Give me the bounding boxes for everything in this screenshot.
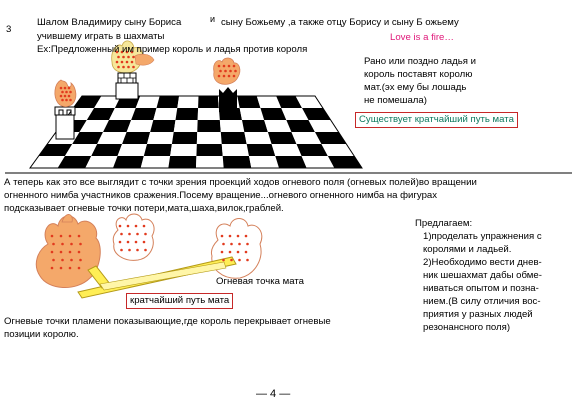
love-text: Love is a fire… xyxy=(390,32,454,43)
board-square xyxy=(168,156,196,168)
fire-dot xyxy=(69,235,72,238)
board-square xyxy=(220,120,245,132)
board-square xyxy=(153,108,177,120)
board-square xyxy=(170,144,197,156)
fire-dot xyxy=(237,251,240,254)
fire-dot xyxy=(52,243,55,246)
board-square xyxy=(144,144,172,156)
fire-dot xyxy=(78,267,81,270)
fire-dot xyxy=(136,249,139,252)
fire-dot xyxy=(64,95,67,98)
dedication-conjunction: и xyxy=(210,14,216,24)
note-line: не помешала) xyxy=(364,95,427,106)
fire-dot xyxy=(223,65,226,68)
fire-dot xyxy=(127,241,130,244)
board-square xyxy=(177,96,198,108)
fire-dot xyxy=(233,65,236,68)
fire-dot xyxy=(228,65,231,68)
fire-dot xyxy=(69,99,72,102)
fire-dot xyxy=(61,259,64,262)
fire-dot xyxy=(68,87,71,90)
fire-dot xyxy=(143,225,146,228)
dedication-line-2: учившему играть в шахматы xyxy=(37,31,165,42)
paragraph-line: подсказывает огневые точки потери,мата,шаха,вилок,граблей. xyxy=(4,203,284,214)
fire-dot xyxy=(222,243,225,246)
fire-dot xyxy=(119,225,122,228)
proposal-line: ник шешахмат дабы обме- xyxy=(423,270,542,281)
fire-dot xyxy=(136,233,139,236)
fire-dot xyxy=(117,66,120,69)
board-square xyxy=(237,96,260,108)
proposal-line: королями и ладьей. xyxy=(423,244,512,255)
chessboard xyxy=(30,96,362,168)
page-number: 3 xyxy=(6,24,12,35)
board-square xyxy=(197,120,221,132)
board-square xyxy=(198,96,219,108)
fire-dot xyxy=(245,235,248,238)
fire-dot xyxy=(238,243,241,246)
fire-dot xyxy=(127,66,130,69)
fire-beams xyxy=(78,257,236,298)
fire-dot xyxy=(78,251,81,254)
board-square xyxy=(147,132,174,144)
board-square xyxy=(275,156,306,168)
board-square xyxy=(196,144,222,156)
fire-dot xyxy=(229,70,232,73)
fire-dot xyxy=(223,75,226,78)
fire-dot xyxy=(117,56,120,59)
note-line: мат.(эх ему бы лошадь xyxy=(364,82,467,93)
fire-dot xyxy=(119,241,122,244)
note-line: Рано или поздно ладья и xyxy=(364,56,476,67)
fire-dot xyxy=(245,251,248,254)
fire-dot xyxy=(126,61,129,64)
proposal-line: 2)Необходимо вести днев- xyxy=(423,257,542,268)
fire-dot xyxy=(230,259,233,262)
fire-dot xyxy=(60,87,63,90)
board-square xyxy=(113,156,144,168)
mate-point-label: Огневая точка мата xyxy=(216,276,304,287)
fire-dot xyxy=(218,65,221,68)
board-square xyxy=(196,156,224,168)
proposal-line: резонансного поля) xyxy=(423,322,511,333)
board-square xyxy=(127,120,154,132)
board-square xyxy=(198,108,220,120)
fire-dot xyxy=(69,91,72,94)
fire-dot xyxy=(79,259,82,262)
board-square xyxy=(150,120,175,132)
fire-dot xyxy=(69,251,72,254)
board-square xyxy=(249,156,279,168)
fire-dot xyxy=(60,95,63,98)
short-path-label: кратчайший путь мата xyxy=(126,293,233,309)
fire-dot xyxy=(68,95,71,98)
proposal-line: 1)проделать упражнения с xyxy=(423,231,542,242)
fire-dot xyxy=(230,243,233,246)
fire-dot xyxy=(116,61,119,64)
board-square xyxy=(223,156,252,168)
fire-dot xyxy=(65,99,68,102)
fire-dot xyxy=(60,251,63,254)
fire-dot xyxy=(128,233,131,236)
fire-dot xyxy=(144,249,147,252)
note-line: король поставят королю xyxy=(364,69,473,80)
proposal-line: ниваться опытом и позна- xyxy=(423,283,539,294)
fire-dot xyxy=(61,243,64,246)
flame-middle xyxy=(113,214,154,260)
fire-dot xyxy=(135,225,138,228)
fire-dot xyxy=(246,243,249,246)
fire-dot xyxy=(233,75,236,78)
board-square xyxy=(172,132,197,144)
fire-dot xyxy=(51,235,54,238)
page-footer: — 4 — xyxy=(256,388,291,400)
board-square xyxy=(141,156,170,168)
proposal-line: нием.(В силу отличия вос- xyxy=(423,296,541,307)
fire-dot xyxy=(219,70,222,73)
fire-dot xyxy=(246,259,249,262)
fire-dot xyxy=(52,259,55,262)
board-square xyxy=(157,96,180,108)
fire-dot xyxy=(69,267,72,270)
board-square xyxy=(176,108,199,120)
fire-dot xyxy=(128,249,131,252)
fire-dot xyxy=(122,56,125,59)
board-square xyxy=(174,120,198,132)
shortest-path-box: Существует кратчайший путь мата xyxy=(355,112,518,128)
fire-dot xyxy=(229,251,232,254)
fire-dot xyxy=(237,235,240,238)
fire-dot xyxy=(127,56,130,59)
dedication-line-1: Шалом Владимиру сыну Бориса xyxy=(37,17,182,28)
fire-dot xyxy=(51,267,54,270)
fire-dot xyxy=(121,61,124,64)
fire-dot xyxy=(228,75,231,78)
fire-dot xyxy=(122,66,125,69)
fire-dot xyxy=(144,233,147,236)
fire-dot xyxy=(135,241,138,244)
fire-dot xyxy=(120,249,123,252)
fire-dot xyxy=(222,259,225,262)
fire-dot xyxy=(78,235,81,238)
board-square xyxy=(118,144,147,156)
fire-dot xyxy=(70,243,73,246)
fire-dot xyxy=(65,91,68,94)
flame-left xyxy=(36,214,100,287)
board-square xyxy=(272,144,302,156)
fire-dot xyxy=(234,70,237,73)
fire-dot xyxy=(218,75,221,78)
fire-dot xyxy=(238,259,241,262)
board-square xyxy=(240,108,264,120)
board-square xyxy=(221,132,247,144)
board-square xyxy=(244,132,271,144)
dedication-line-1b: сыну Божьему ,а также отцу Борису и сыну Б ожьему xyxy=(221,17,459,28)
fire-dot xyxy=(132,56,135,59)
paragraph-line: огненного нимба участников сражения.Посему вращение...огневого огненного нимба на фигурах xyxy=(4,190,438,201)
board-square xyxy=(242,120,268,132)
fire-dot xyxy=(127,225,130,228)
fire-dot xyxy=(79,243,82,246)
fire-dot xyxy=(131,61,134,64)
proposal-line: приятия у разных людей xyxy=(423,309,533,320)
example-line: Ex:Предложенный им пример король и ладья против короля xyxy=(37,44,308,55)
paragraph-line: А теперь как это все выглядит с точки зрения проекций ходов огневого поля (огневых полей)во вращении xyxy=(4,177,477,188)
bottom-caption-line: позиции королю. xyxy=(4,329,79,340)
fire-dot xyxy=(221,235,224,238)
fire-dot xyxy=(61,99,64,102)
fire-dot xyxy=(61,91,64,94)
fire-dot xyxy=(64,87,67,90)
fire-dot xyxy=(132,66,135,69)
board-square xyxy=(197,132,222,144)
fire-dot xyxy=(224,70,227,73)
fire-dot xyxy=(60,235,63,238)
fire-dot xyxy=(143,241,146,244)
board-square xyxy=(247,144,276,156)
fire-dot xyxy=(60,267,63,270)
board-square xyxy=(122,132,150,144)
fire-dot xyxy=(221,251,224,254)
fire-dot xyxy=(229,235,232,238)
fire-dot xyxy=(70,259,73,262)
board-square xyxy=(222,144,249,156)
fire-dot xyxy=(120,233,123,236)
bottom-caption-line: Огневые точки пламени показывающие,где король перекрывает огневые xyxy=(4,316,331,327)
proposals-title: Предлагаем: xyxy=(415,218,473,229)
fire-dot xyxy=(51,251,54,254)
